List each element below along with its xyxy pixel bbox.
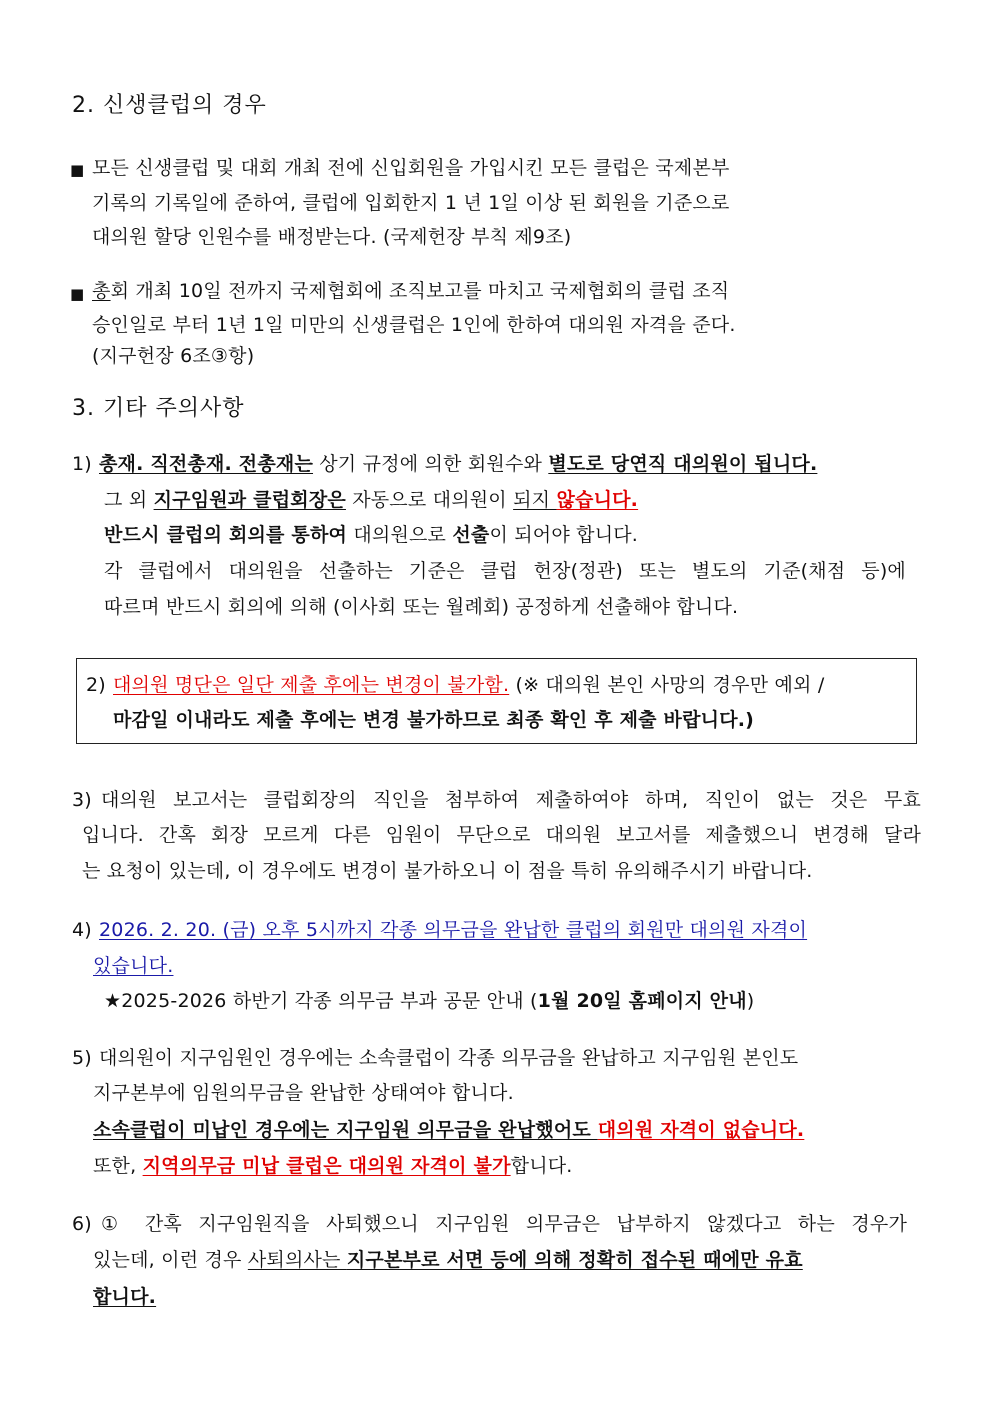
- item2-number: 2): [86, 674, 106, 696]
- bullet1-line1: 모든 신생클럽 및 대회 개최 전에 신입회원을 가입시킨 모든 클럽은 국제본부: [92, 157, 730, 179]
- item1-line4: 각 클럽에서 대의원을 선출하는 기준은 클럽 헌장(정관) 또는 별도의 기준(채점 등)에: [104, 560, 906, 582]
- section-heading-2: 2. 신생클럽의 경우: [72, 93, 267, 118]
- bullet2-line3: (지구헌장 6조③항): [92, 345, 255, 367]
- bullet1-line2: 기록의 기록일에 준하여, 클럽에 입회한지 1 년 1일 이상 된 회원을 기준으로: [92, 192, 730, 214]
- item5-line2: 지구본부에 임원의무금을 완납한 상태여야 합니다.: [93, 1082, 514, 1104]
- item4-line2: 있습니다.: [93, 955, 174, 977]
- item6-line3: 합니다.: [93, 1286, 157, 1308]
- item1-line1: 총재. 직전총재. 전총재는 상기 규정에 의한 회원수와 별도로 당연직 대의원이 됩니다.: [99, 453, 818, 475]
- item4-number: 4): [72, 919, 92, 941]
- bullet1-line3: 대의원 할당 인원수를 배정받는다. (국제헌장 부칙 제9조): [92, 226, 572, 248]
- item5-number: 5): [72, 1047, 92, 1069]
- item5-line3: 소속클럽이 미납인 경우에는 지구임원 의무금을 완납했어도 대의원 자격이 없습니다.: [93, 1119, 805, 1141]
- item5-line1: 대의원이 지구임원인 경우에는 소속클럽이 각종 의무금을 완납하고 지구임원 본인도: [99, 1047, 799, 1069]
- bullet-icon: ■: [70, 285, 85, 303]
- item1-number: 1): [72, 453, 92, 475]
- item6-number: 6): [72, 1213, 92, 1235]
- bullet-icon: ■: [70, 161, 85, 179]
- item4-line3: ★2025-2026 하반기 각종 의무금 부과 공문 안내 (1월 20일 홈페이지 안내): [104, 990, 755, 1012]
- item5-line4: 또한, 지역의무금 미납 클럽은 대의원 자격이 불가합니다.: [93, 1155, 573, 1177]
- bullet2-line2: 승인일로 부터 1년 1일 미만의 신생클럽은 1인에 한하여 대의원 자격을 준다.: [92, 314, 736, 336]
- item2-line2: 마감일 이내라도 제출 후에는 변경 불가하므로 최종 확인 후 제출 바랍니다.): [113, 709, 755, 731]
- item4-line1: 2026. 2. 20. (금) 오후 5시까지 각종 의무금을 완납한 클럽의 회원만 대의원 자격이: [99, 919, 808, 941]
- section-heading-3: 3. 기타 주의사항: [72, 396, 245, 421]
- item6-line1: ① 간혹 지구임원직을 사퇴했으니 지구임원 의무금은 납부하지 않겠다고 하는 경우가: [101, 1213, 907, 1235]
- bullet2-line1: 총회 개최 10일 전까지 국제협회에 조직보고를 마치고 국제협회의 클럽 조직: [92, 280, 730, 302]
- item1-line3: 반드시 클럽의 회의를 통하여 대의원으로 선출이 되어야 합니다.: [104, 524, 639, 546]
- item6-line2: 있는데, 이런 경우 사퇴의사는 지구본부로 서면 등에 의해 정확히 접수된 때에만 유효: [93, 1249, 803, 1271]
- item3-number: 3): [72, 789, 92, 811]
- item1-line5: 따르며 반드시 회의에 의해 (이사회 또는 월례회) 공정하게 선출해야 합니다.: [104, 596, 739, 618]
- item3-line3: 는 요청이 있는데, 이 경우에도 변경이 불가하오니 이 점을 특히 유의해주시기 바랍니다.: [82, 860, 813, 882]
- item2-line1: 대의원 명단은 일단 제출 후에는 변경이 불가함. (※ 대의원 본인 사망의 경우만 예외 /: [113, 674, 825, 696]
- item3-line2: 입니다. 간혹 회장 모르게 다른 임원이 무단으로 대의원 보고서를 제출했으니 변경해 달라: [82, 824, 921, 846]
- item3-line1: 대의원 보고서는 클럽회장의 직인을 첨부하여 제출하여야 하며, 직인이 없는 것은 무효: [101, 789, 921, 811]
- item1-line2: 그 외 지구임원과 클럽회장은 자동으로 대의원이 되지 않습니다.: [104, 489, 639, 511]
